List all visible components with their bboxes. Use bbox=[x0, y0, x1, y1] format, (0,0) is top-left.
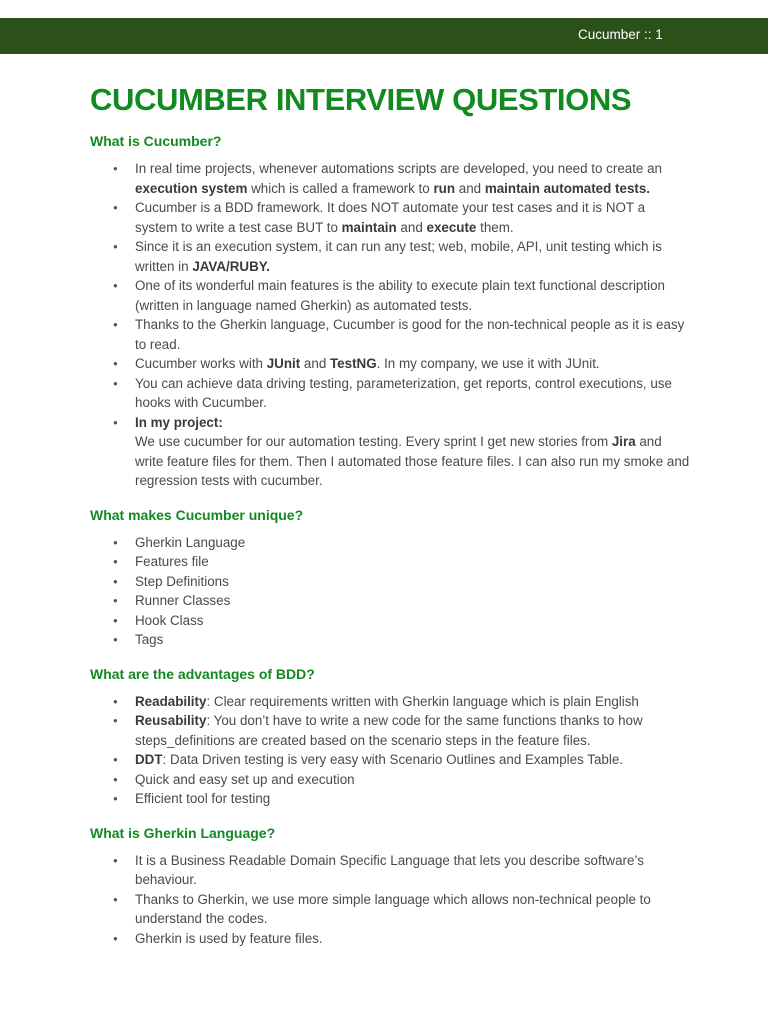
list-item: ● Tags bbox=[135, 630, 690, 650]
list-item: ● Quick and easy set up and execution bbox=[135, 770, 690, 790]
list-item: ● One of its wonderful main features is the ability to execute plain text functional description (written in language named Gherkin) as automated tests. bbox=[135, 276, 690, 315]
list-item: ● Readability: Clear requirements written with Gherkin language which is plain English bbox=[135, 692, 690, 712]
list-item: ● DDT: Data Driven testing is very easy with Scenario Outlines and Examples Table. bbox=[135, 750, 690, 770]
list-item: ● Runner Classes bbox=[135, 591, 690, 611]
list-item: ● Reusability: You don’t have to write a new code for the same functions thanks to how steps_definitions are created based on the scenario steps in the feature files. bbox=[135, 711, 690, 750]
list-item: ● Thanks to Gherkin, we use more simple language which allows non-technical people to understand the codes. bbox=[135, 890, 690, 929]
section-list-what-is-gherkin-language bbox=[90, 851, 690, 949]
section-list-advantages-of-bdd bbox=[90, 692, 690, 809]
section-list-what-makes-cucumber-unique bbox=[90, 533, 690, 650]
list-item: ● Cucumber is a BDD framework. It does NOT automate your test cases and it is NOT a system to write a test case BUT to maintain and execute them. bbox=[135, 198, 690, 237]
page-header-bar bbox=[0, 18, 768, 54]
list-item: ● Step Definitions bbox=[135, 572, 690, 592]
section-heading-what-is-gherkin-language: What is Gherkin Language? bbox=[90, 824, 276, 841]
list-item: ● Efficient tool for testing bbox=[135, 789, 690, 809]
list-item: ● In my project: We use cucumber for our automation testing. Every sprint I get new stories from Jira and write feature files for them. Then I automated those feature files. I can also run my smoke and regression tests with cucumber. bbox=[135, 413, 690, 491]
document-title: CUCUMBER INTERVIEW QUESTIONS bbox=[90, 82, 632, 117]
list-item: ● Cucumber works with JUnit and TestNG. In my company, we use it with JUnit. bbox=[135, 354, 690, 374]
list-item: ● In real time projects, whenever automations scripts are developed, you need to create an execution system which is called a framework to run and maintain automated tests. bbox=[135, 159, 690, 198]
list-item: ● You can achieve data driving testing, parameterization, get reports, control executions, use hooks with Cucumber. bbox=[135, 374, 690, 413]
list-item: ● Gherkin is used by feature files. bbox=[135, 929, 690, 949]
page-label: Cucumber :: 1 bbox=[578, 27, 663, 42]
section-heading-advantages-of-bdd: What are the advantages of BDD? bbox=[90, 665, 315, 682]
list-item: ● Thanks to the Gherkin language, Cucumber is good for the non-technical people as it is easy to read. bbox=[135, 315, 690, 354]
section-heading-what-makes-cucumber-unique: What makes Cucumber unique? bbox=[90, 506, 304, 523]
list-item: ● Gherkin Language bbox=[135, 533, 690, 553]
list-item: ● Hook Class bbox=[135, 611, 690, 631]
list-item: ● Since it is an execution system, it can run any test; web, mobile, API, unit testing which is written in JAVA/RUBY. bbox=[135, 237, 690, 276]
section-list-what-is-cucumber bbox=[90, 159, 690, 491]
list-item: ● Features file bbox=[135, 552, 690, 572]
section-heading-what-is-cucumber: What is Cucumber? bbox=[90, 133, 222, 149]
list-item: ● It is a Business Readable Domain Specific Language that lets you describe software’s behaviour. bbox=[135, 851, 690, 890]
document-body bbox=[90, 80, 690, 948]
